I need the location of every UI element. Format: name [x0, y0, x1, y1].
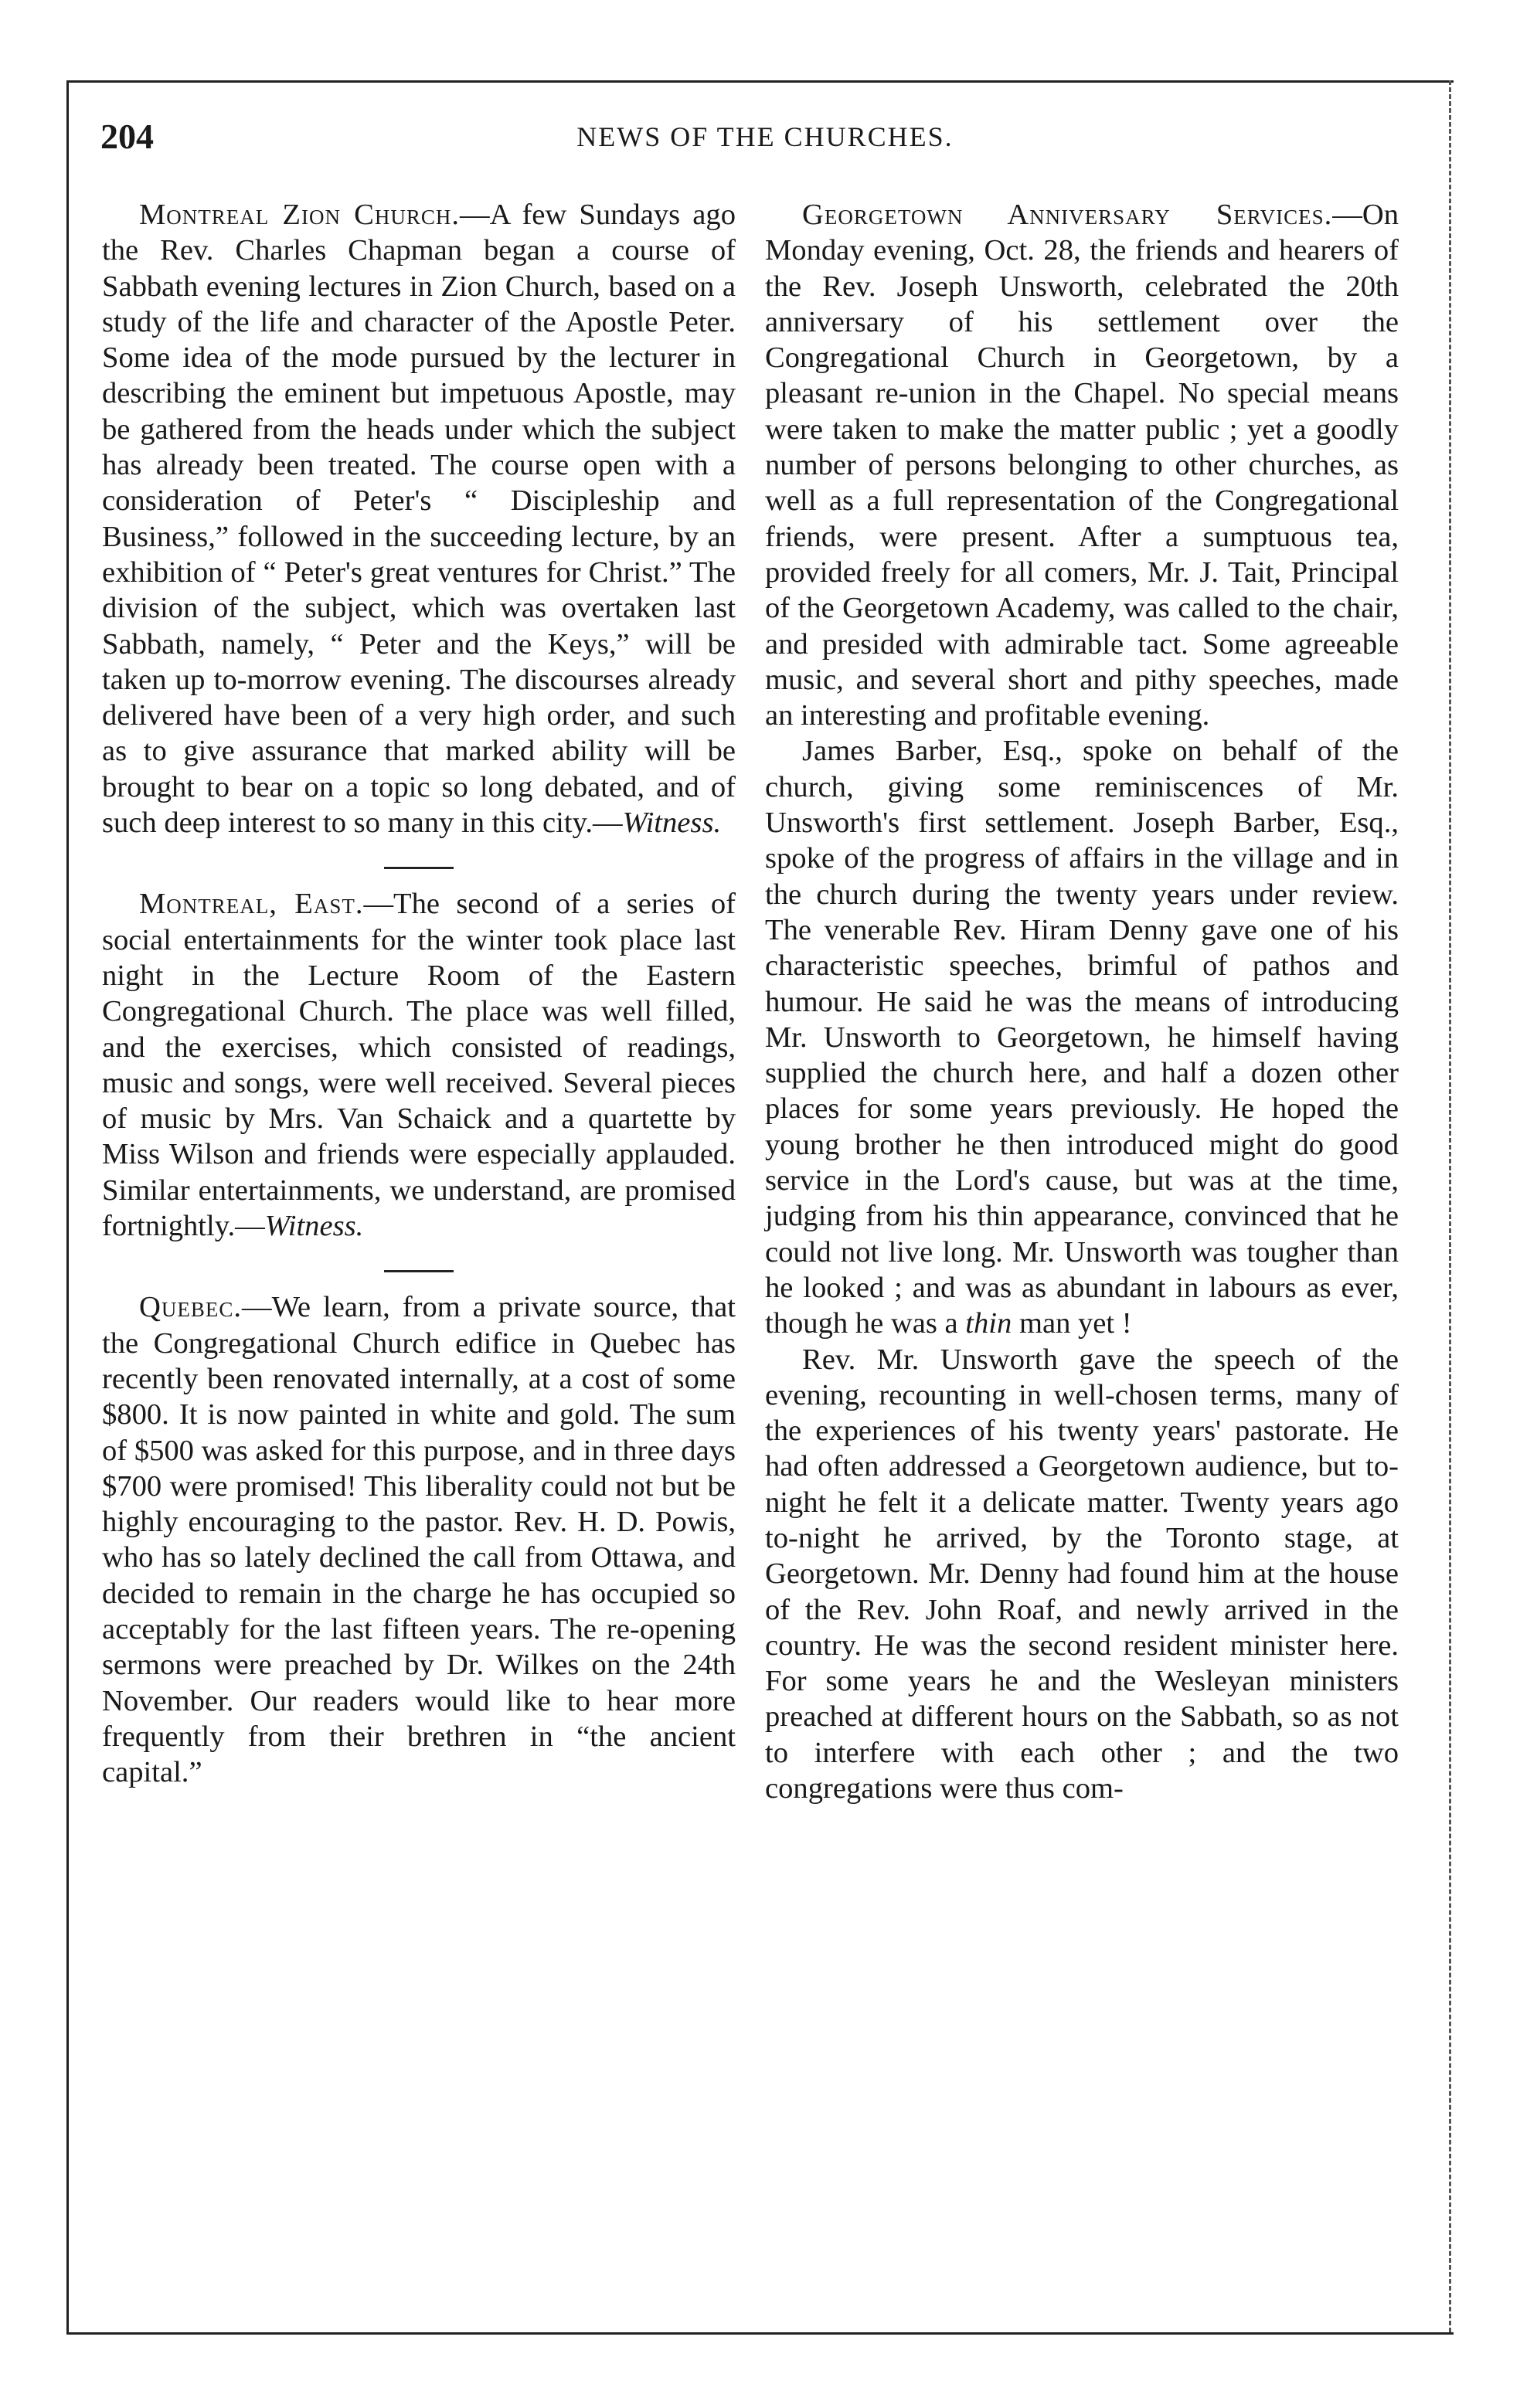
article-paragraph — [765, 733, 1399, 1341]
article-quebec — [102, 1289, 736, 1790]
article-text: —A few Sundays ago the Rev. Charles Chapman began a course of Sabbath evening lectures in Zion Church, based on a study of the life and character of the Apostle Peter. Some idea of the mode pursued by the lecturer in describing the eminent but impetuous Apostle, may be gathered from the heads under which the subject has already been treated. The course open with a consideration of Peter's “ Discipleship and Business,” followed in the succeeding lecture, by an exhibition of “ Peter's great ventures for Christ.” The division of the subject, which was overtaken last Sabbath, namely, “ Peter and the Keys,” will be taken up to-morrow evening. The discourses already delivered have been of a very high order, and such as to give assurance that marked ability will be brought to bear on a topic so long debated, and of such deep interest to so many in this city.— — [102, 199, 736, 840]
left-column — [102, 197, 736, 1790]
article-source: Witness. — [622, 807, 722, 840]
article-paragraph — [102, 886, 736, 1244]
article-paragraph — [102, 197, 736, 841]
article-montreal-east — [102, 886, 736, 1244]
running-title: NEWS OF THE CHURCHES. — [576, 121, 954, 152]
article-text: James Barber, Esq., spoke on behalf of the church, giving some reminiscences of Mr. Unsworth's first settlement. Joseph Barber, Esq., spoke of the progress of affairs in the village and in the church during the twenty years under review. The venerable Rev. Hiram Denny gave one of his characteristic speeches, brimful of pathos and humour. He said he was the means of introducing Mr. Unsworth to Georgetown, he himself having supplied the church here, and half a dozen other places for some years previously. He hoped the young brother he then introduced might do good service in the Lord's cause, but was at the time, judging from his thin appearance, convinced that he could not live long. Mr. Unsworth was tougher than he looked ; and was as abundant in labours as ever, though he was a — [765, 735, 1399, 1340]
article-text: —On Monday evening, Oct. 28, the friends and hearers of the Rev. Joseph Unsworth, celebrated the 20th anniversary of his settlement over the Congregational Church in Georgetown, by a pleasant re-union in the Chapel. No special means were taken to make the matter public ; yet a goodly number of persons belonging to other churches, as well as a full representation of the Congregational friends, were present. After a sumptuous tea, provided freely for all comers, Mr. J. Tait, Principal of the Georgetown Academy, was called to the chair, and presided with admirable tact. Some agreeable music, and several short and pithy speeches, made an interesting and profitable evening. — [765, 199, 1399, 732]
article-paragraph — [765, 197, 1399, 733]
article-heading: Montreal Zion Church. — [139, 199, 460, 231]
article-georgetown — [765, 197, 1399, 1806]
article-heading: Georgetown Anniversary Services. — [802, 199, 1333, 231]
article-text: man yet ! — [1012, 1307, 1132, 1340]
page-number: 204 — [100, 117, 154, 156]
article-montreal-zion — [102, 197, 736, 841]
article-paragraph — [102, 1289, 736, 1790]
section-divider — [384, 1270, 454, 1272]
right-column — [765, 197, 1399, 1806]
page-header — [100, 116, 1430, 162]
page-border-right — [1449, 80, 1451, 2332]
article-heading: Montreal, East. — [139, 888, 364, 921]
article-heading: Quebec. — [139, 1291, 243, 1324]
article-text: —We learn, from a private source, that the Congregational Church edifice in Quebec has recently been renovated internally, at a cost of some $800. It is now painted in white and gold. The sum of $500 was asked for this purpose, and in three days $700 were promised! This liberality could not but be highly encouraging to the pastor. Rev. H. D. Powis, who has so lately declined the call from Ottawa, and decided to remain in the charge he has occupied so acceptably for the last fifteen years. The re-opening sermons were preached by Dr. Wilkes on the 24th November. Our readers would like to hear more frequently from their brethren in “the ancient capital.” — [102, 1291, 736, 1789]
section-divider — [384, 867, 454, 869]
article-text: Rev. Mr. Unsworth gave the speech of the evening, recounting in well-chosen terms, many of the experiences of his twenty years' pastorate. He had often addressed a Georgetown audience, but to-night he felt it a delicate matter. Twenty years ago to-night he arrived, by the Toronto stage, at Georgetown. Mr. Denny had found him at the house of the Rev. John Roaf, and newly arrived in the country. He was the second resident minister here. For some years he and the Wesleyan ministers preached at different hours on the Sabbath, so as not to interfere with each other ; and the two congregations were thus com- — [765, 1343, 1399, 1805]
article-source: Witness. — [264, 1210, 364, 1243]
article-paragraph — [765, 1342, 1399, 1807]
article-emphasis: thin — [965, 1307, 1012, 1340]
article-text: —The second of a series of social entertainments for the winter took place last night in the Lecture Room of the Eastern Congregational Church. The place was well filled, and the exercises, which consisted of readings, music and songs, were well received. Several pieces of music by Mrs. Van Schaick and a quartette by Miss Wilson and friends were especially applauded. Similar entertainments, we understand, are promised fortnightly.— — [102, 888, 736, 1243]
